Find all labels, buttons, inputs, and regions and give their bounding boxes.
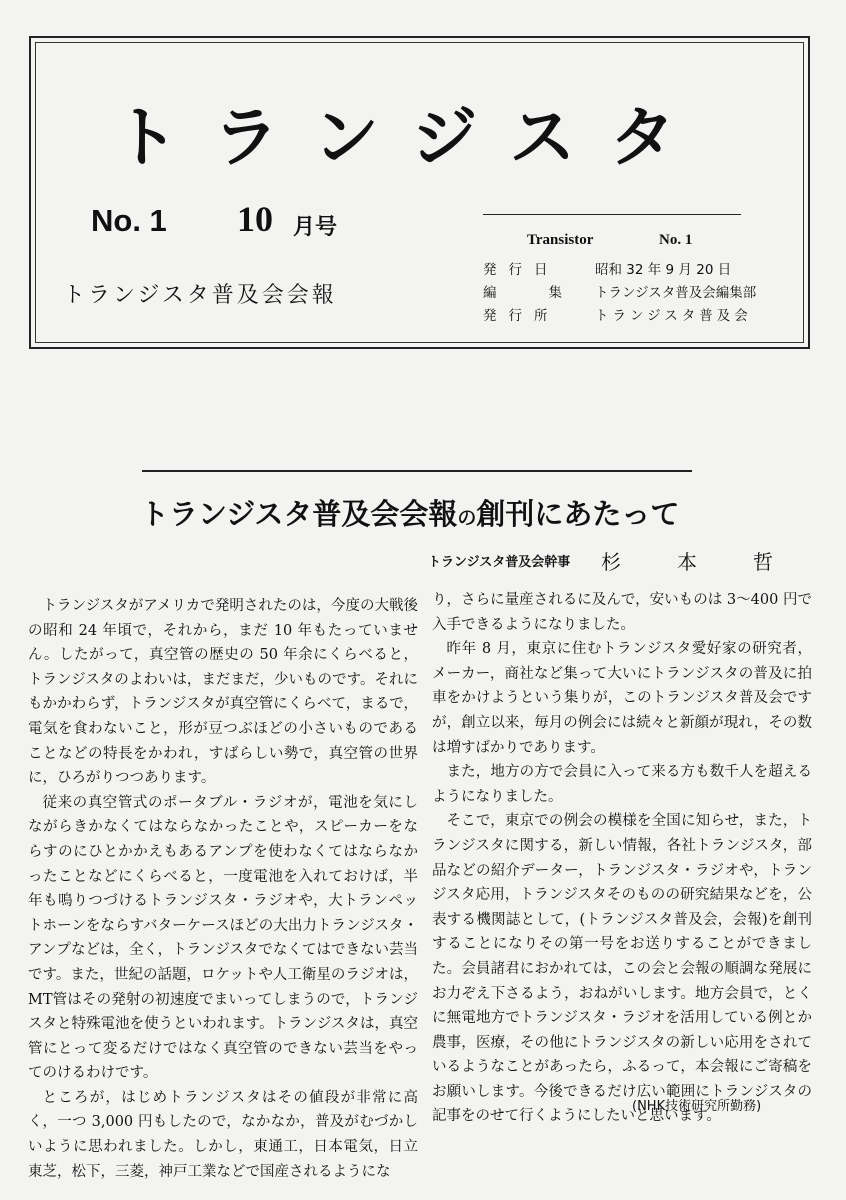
paragraph: り，さらに量産されるに及んで，安いものは 3〜400 円で入手できるようになりました。 (432, 592, 812, 633)
colophon-label: 発行日 (483, 262, 560, 278)
issue-number: No. 1 (91, 203, 167, 238)
issue-month-number: 10 (237, 199, 273, 239)
colophon-value: トランジスタ普及会編集部 (595, 285, 757, 301)
colophon-heading-number: No. 1 (659, 232, 693, 248)
article-title-part1: トランジスタ普及会会報 (140, 497, 458, 531)
article-column-left (28, 594, 418, 1184)
colophon-heading-name: Transistor (527, 232, 594, 248)
colophon-value: 昭和 32 年 9 月 20 日 (595, 262, 732, 278)
masthead (29, 36, 810, 349)
paragraph: ところが，はじめトランジスタはその値段が非常に高く，一つ 3,000 円もしたので，なかなか，普及がむづかしいように思われました。しかし，東通工，日本電気，日立東芝，松下，三菱，神戸工業などで国産されるようにな (28, 1089, 418, 1180)
article-title-rule (142, 470, 692, 472)
issue-month-suffix: 月号 (293, 215, 338, 240)
article-column-right (432, 588, 812, 1129)
paragraph: そこで，東京での例会の模様を全国に知らせ，また，トランジスタに関する，新しい情報，各社トランジスタ，部品などの紹介データー，トランジスタ・ラジオや，トランジスタ応用，トランジスタそのものの研究結果などを，公表する機関誌として，(トランジスタ普及会，会報)を創刊することになりその第一号をお送りすることができました。会員諸君におかれては，この会と会報の順調な発展にお力ぞえ下さるよう，おねがいします。地方会員で，とくに無電地方でトランジスタ・ラジオを活用している例とか農事，医療，その他にトランジスタの新しい応用をされているようなことがあったら，ふるって，本会報にご寄稿をお願いします。今後できるだけ広い範囲にトランジスタの記事をのせて行くようにしたいと思います。 (432, 813, 812, 1125)
article-title-part2: 創刊にあたって (476, 497, 680, 531)
colophon-row-publisher (483, 304, 752, 324)
newsletter-title: トランジスタ (113, 99, 710, 176)
article-title-particle: の (457, 507, 477, 529)
byline-organization: トランジスタ普及会幹事 (428, 555, 571, 570)
paragraph: 従来の真空管式のポータブル・ラジオが，電池を気にしながらきかなくてはならなかったことや，スピーカーをならすのにひとかかえもあるアンプを使わなくてはならなかったことなどにくらべると，一度電池を入れておけば，半年も鳴りつづけるトランジスタ・ラジオや，大トランペットホーンをならすバターケースほどの大出力トランジスタ・アンプなどは，全く，トランジスタでなくてはできない芸当です。また，世紀の話題，ロケットや人工衛星のラジオは，MT管はその発射の初速度でまいってしまうので，トランジスタと特殊電池を使うといわれます。トランジスタは，真空管にとって変るだけではなく真空管のできない芸当をやってのけるわけです。 (28, 794, 418, 1082)
colophon-value: トランジスタ普及会 (595, 308, 752, 324)
colophon-rule (483, 214, 741, 215)
colophon-row-date (483, 258, 731, 278)
colophon-label: 発行所 (483, 308, 560, 324)
byline-author: 杉本哲 (601, 550, 829, 574)
author-affiliation: (NHK技術研究所勤務) (632, 1099, 762, 1114)
colophon-row-editor (483, 281, 756, 301)
article-title (140, 492, 740, 533)
colophon-label: 編集 (483, 285, 614, 301)
paragraph: トランジスタがアメリカで発明されたのは，今度の大戦後の昭和 24 年頃で，それから，まだ 10 年もたっていません。したがって，真空管の歴史の 50 年余にくらべると，トランジスタのよわいは，まだまだ，少いものです。それにもかかわらず，トランジスタが真空管にくらべて，まるで，電気を食わないこと，形が豆つぶほどの小さいものであることなどの特長をかわれ，すばらしい勢で，真空管の世界に，ひろがりつつあります。 (28, 598, 418, 787)
paragraph: また，地方の方で会員に入って来る方も数千人を超えるようになりました。 (432, 764, 812, 805)
newsletter-subtitle: トランジスタ普及会会報 (63, 283, 337, 308)
paragraph: 昨年 8 月，東京に住むトランジスタ愛好家の研究者，メーカー，商社など集って大いにトランジスタの普及に拍車をかけようという集りが，このトランジスタ普及会ですが，創立以来，毎月の例会には続々と新顔が現れ，その数は増すばかりであります。 (432, 641, 812, 756)
